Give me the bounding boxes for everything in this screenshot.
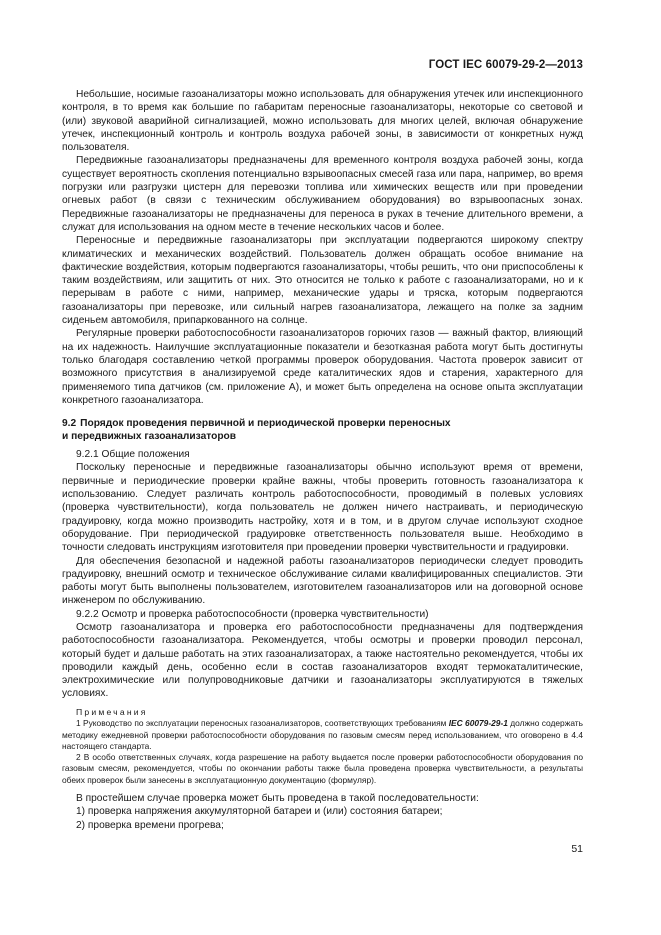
note-1-text-start: 1 Руководство по эксплуатации переносных газоанализаторов, соответствующих требованиям	[76, 718, 449, 729]
sequence-block	[62, 792, 583, 832]
note-2: 2 В особо ответственных случаях, когда разрешение на работу выдается после проверки работоспособности оборудования по газовым смесям, рекомендуется, чтобы по окончании работы также была проведена проверка чувствительности, а результаты обеих проверок были занесены в эксплуатационную документацию (формуляр).	[62, 752, 583, 785]
subsection-heading: 9.2.2 Осмотр и проверка работоспособности (проверка чувствительности)	[76, 608, 429, 620]
note-1	[62, 718, 583, 752]
section-title-line2: и передвижных газоанализаторов	[62, 431, 237, 443]
note-1-standard-ref: IEC 60079-29-1	[448, 718, 508, 729]
paragraph: Переносные и передвижные газоанализаторы при эксплуатации подвергаются широкому спектру климатических и механических воздействий. Пользователь должен обращать особое внимание на фактические воздействия, которым подвергаются газоанализаторы, чтобы решить, что они приспособлены к таким воздействиям, или защитить от них. Это относится не только к работе с газоанализаторами, но и к перерывам в работе с ними, например, механические удары и тряска, которым подвергаются газоанализаторы при перевозке, или сильный нагрев газоанализатора, лежащего на полке за задним сиденьем автомобиля, припаркованного на солнце.	[62, 235, 583, 327]
page-number: 51	[571, 843, 583, 855]
paragraph: Передвижные газоанализаторы предназначены для временного контроля воздуха рабочей зоны, когда существует вероятность скопления потенциально взрывоопасных смесей газа или пара, например, во время погрузки или разгрузки цистерн для перевозки топлива или химических веществ или при проведении огневых работ (в связи с техническим обслуживанием оборудования) во взрывоопасных зонах. Передвижные газоанализаторы не предназначены для переноса в руках в течение длительного времени, а служат для использования на одном месте в течение нескольких часов и более.	[62, 155, 583, 233]
list-item: 1) проверка напряжения аккумуляторной батареи и (или) состояния батареи;	[76, 806, 443, 818]
paragraph: Для обеспечения безопасной и надежной работы газоанализаторов периодически следует проводить градуировку, внешний осмотр и техническое обслуживание силами квалифицированных специалистов. Эти работы могут быть выполнены пользователем, изготовителем газоанализаторов или на договорной основе инженером по обслуживанию.	[62, 555, 583, 607]
note-1-text-end: должно содержать методику ежедневной проверки работоспособности оборудования по газовым смесям перед использованием, что оговорено в 4.4 настоящего стандарта.	[62, 718, 583, 751]
page-content	[62, 88, 583, 832]
notes-block	[62, 707, 583, 786]
section-heading	[62, 417, 583, 443]
subsection-heading: 9.2.1 Общие положения	[76, 449, 190, 461]
paragraph: Осмотр газоанализатора и проверка его работоспособности предназначены для подтверждения работоспособности газоанализатора. Рекомендуется, чтобы осмотры и проверки проводил персонал, который будет и дальше работать на этих газоанализаторах, а также настоятельно рекомендуется, чтобы их проводили каждый день, особенно если в состав газоанализаторов входят термокаталитические, электрохимические или полупроводниковые датчики и газоанализаторы эксплуатируются в тяжелых условиях.	[62, 621, 583, 700]
paragraph: Небольшие, носимые газоанализаторы можно использовать для обнаружения утечек или инспекционного контроля, в то время как большие по габаритам переносные газоанализаторы, некоторые со световой и (или) звуковой аварийной сигнализацией, можно использовать для многих целей, включая обнаружение утечек, инспекционный контроль и контроль воздуха рабочей зоны, в зависимости от конкретных нужд пользователя.	[62, 89, 583, 154]
paragraph: Поскольку переносные и передвижные газоанализаторы обычно используют время от времени, первичные и периодические проверки крайне важны, чтобы проверить готовность газоанализатора к использованию. Следует различать контроль работоспособности, проводимый в полевых условиях (проверка чувствительности), когда пользователь не должен ничего настраивать, и периодическую градуировку, когда можно производить настройку, хотя и в том, и в другом случае используют сходное оборудование. При периодической градуировке ответственность пользователя выше. Необходимо в точности следовать инструкциям изготовителя при проведении проверки чувствительности и градуировки.	[62, 462, 583, 554]
paragraph: В простейшем случае проверка может быть проведена в такой последовательности:	[76, 793, 479, 805]
notes-title: Примечания	[76, 706, 148, 717]
list-item: 2) проверка времени прогрева;	[76, 819, 224, 831]
section-title-line1: Порядок проведения первичной и периодической проверки переносных	[80, 418, 451, 430]
standard-header: ГОСТ IEC 60079-29-2—2013	[428, 59, 583, 71]
paragraph: Регулярные проверки работоспособности газоанализаторов горючих газов — важный фактор, влияющий на их надежность. Наилучшие эксплуатационные показатели и безотказная работа могут быть достигнуты только благодаря составлению четкой программы проверок оборудования. Частота проверок зависит от возможного присутствия в анализируемой среде каталитических ядов и старения, характерного для применяемого типа датчиков (см. приложение А), и может быть определена на основе опыта эксплуатации конкретного газоанализатора.	[62, 328, 583, 406]
section-number: 9.2	[62, 418, 77, 430]
